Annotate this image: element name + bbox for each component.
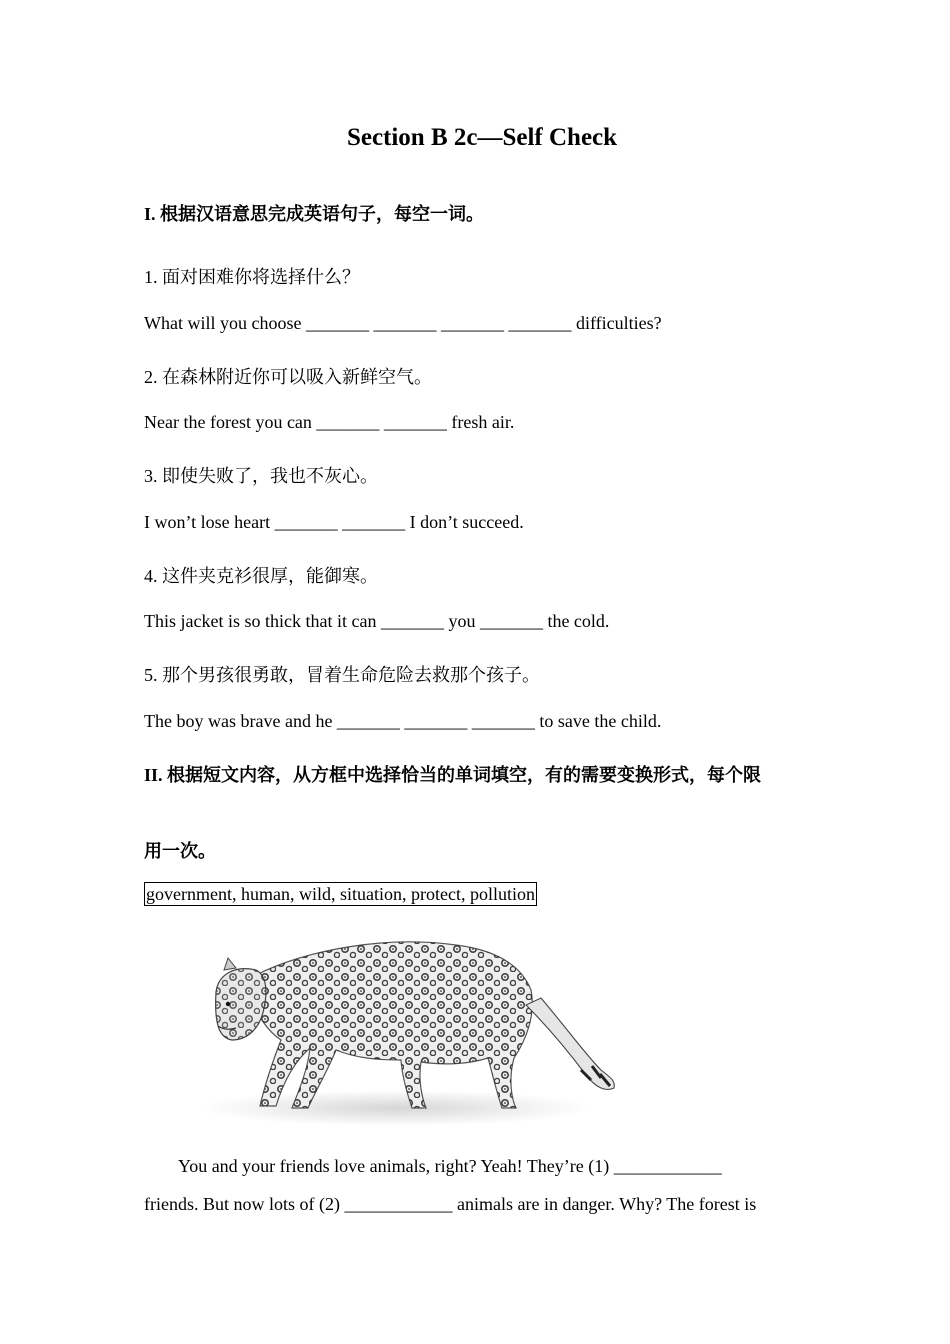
item2-chinese: 2. 在森林附近你可以吸入新鲜空气。	[144, 367, 432, 387]
item5-chinese: 5. 那个男孩很勇敢，冒着生命危险去救那个孩子。	[144, 665, 540, 685]
item3-english: I won’t lose heart _______ _______ I don’t succeed.	[144, 512, 524, 532]
word-box: government, human, wild, situation, protect, pollution	[146, 884, 535, 904]
item1-chinese: 1. 面对困难你将选择什么？	[144, 267, 360, 287]
item2-english: Near the forest you can _______ _______ fresh air.	[144, 412, 515, 432]
item1-english: What will you choose _______ _______ _______ _______ difficulties?	[144, 313, 662, 333]
page-title: Section B 2c—Self Check	[346, 124, 618, 151]
item4-chinese: 4. 这件夹克衫很厚，能御寒。	[144, 566, 378, 586]
passage-line2: friends. But now lots of (2) ____________ animals are in danger. Why? The forest is	[144, 1194, 757, 1214]
item5-english: The boy was brave and he _______ _______ _______ to save the child.	[144, 711, 662, 731]
passage-line1: You and your friends love animals, right? Yeah! They’re (1) ____________	[178, 1156, 722, 1176]
part1-heading: I. 根据汉语意思完成英语句子，每空一词。	[144, 204, 485, 224]
jaguar-illustration	[196, 930, 626, 1130]
part2-heading-line1: II. 根据短文内容，从方框中选择恰当的单词填空，有的需要变换形式，每个限	[144, 765, 762, 785]
part2-heading-line2: 用一次。	[144, 841, 216, 861]
item3-chinese: 3. 即使失败了，我也不灰心。	[144, 466, 378, 486]
item4-english: This jacket is so thick that it can _______ you _______ the cold.	[144, 611, 610, 631]
